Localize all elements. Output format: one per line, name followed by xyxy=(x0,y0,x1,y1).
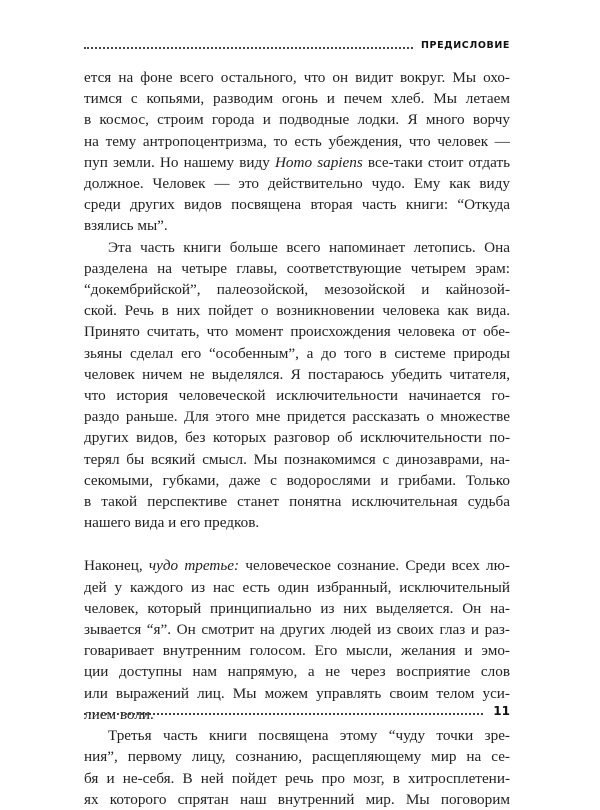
text-line: дей у каждого из нас есть один избранный, исключительный xyxy=(84,578,510,596)
text-run: все-таки стоит отдать xyxy=(362,153,511,171)
text-line: человек ничем не выделялся. Я постараюсь убедить читателя, xyxy=(84,365,510,383)
text-line: взялись мы”. xyxy=(84,217,168,235)
body-text xyxy=(84,67,510,810)
paragraph-3 xyxy=(84,555,510,725)
paragraph-4 xyxy=(84,725,510,810)
chapter-title: ПРЕДИСЛОВИЕ xyxy=(420,40,510,51)
italic-term: Homo sapiens xyxy=(274,153,363,171)
text-line: на тему антропоцентризма, то есть убеждения, что человек — xyxy=(84,132,510,150)
text-line: терял бы всякий смысл. Мы познакомимся с динозаврами, на- xyxy=(84,450,510,468)
page-number: 11 xyxy=(493,704,510,718)
text-line: ния”, первому лицу, сознанию, расщепляющему мир на се- xyxy=(84,748,510,766)
text-line: секомыми, губками, даже с водорослями и грибами. Только xyxy=(84,471,510,489)
text-line: ции доступны нам напрямую, а не через восприятие слов xyxy=(84,663,510,681)
running-footer xyxy=(84,702,510,718)
text-line: лием воли. xyxy=(84,705,154,723)
text-line: человек, который принципиально из них выделяется. Он на- xyxy=(84,599,510,617)
text-line: других видов, без которых разговор об исключительности по- xyxy=(84,429,510,447)
text-line: говаривает внутренним голосом. Его мысли, желания и эмо- xyxy=(84,642,510,660)
paragraph-1 xyxy=(84,67,510,237)
text-line xyxy=(84,555,510,576)
italic-term: чудо третье: xyxy=(148,557,240,575)
text-line xyxy=(84,152,510,173)
text-line: Принято считать, что момент происхождения человека от обе- xyxy=(84,323,510,341)
text-line: тимся с копьями, разводим огонь и печем хлеб. Мы летаем xyxy=(84,90,510,108)
running-header xyxy=(84,36,510,52)
text-line: в космос, строим города и подводные лодки. Я много ворчу xyxy=(84,111,510,129)
text-line: ется на фоне всего остального, что он видит вокруг. Мы охо- xyxy=(84,69,510,86)
text-line: ях которого спрятан наш внутренний мир. Мы поговорим xyxy=(84,790,510,808)
header-dotted-leader xyxy=(84,47,413,49)
text-line: разделена на четыре главы, соответствующие четырем эрам: xyxy=(84,259,510,277)
text-line: ской. Речь в них пойдет о возникновении человека как вида. xyxy=(84,302,510,320)
text-line: среди других видов посвящена вторая часть книги: “Откуда xyxy=(84,196,510,214)
text-line: зывается “я”. Он смотрит на других людей из своих глаз и раз- xyxy=(84,621,510,639)
text-run: Наконец, xyxy=(84,557,149,575)
text-run: человеческое сознание. Среди всех лю- xyxy=(239,557,510,575)
text-line: “докембрийской”, палеозойской, мезозойской и кайнозой- xyxy=(84,281,510,299)
paragraph-2 xyxy=(84,237,510,534)
text-line: нашего вида и его предков. xyxy=(84,514,260,532)
text-line: что история человеческой исключительности начинается го- xyxy=(84,387,510,405)
footer-dotted-leader xyxy=(84,713,483,715)
text-line: Третья часть книги посвящена этому “чуду точки зре- xyxy=(108,727,510,745)
text-line: или выражений лиц. Мы можем управлять своим телом уси- xyxy=(84,684,510,702)
text-run: пуп земли. Но нашему виду xyxy=(84,153,275,171)
text-line: должное. Человек — это действительно чудо. Ему как виду xyxy=(84,175,510,193)
text-line: Эта часть книги больше всего напоминает летопись. Она xyxy=(108,238,510,256)
text-line: бя и не-себя. В ней пойдет речь про мозг, в хитросплетени- xyxy=(84,769,510,787)
text-line: раздо раньше. Для этого мне придется рассказать о множестве xyxy=(84,408,510,426)
text-line: в такой перспективе станет понятна исключительная судьба xyxy=(84,493,510,511)
text-line: зьяны сделал его “особенным”, а до того в системе природы xyxy=(84,344,510,362)
